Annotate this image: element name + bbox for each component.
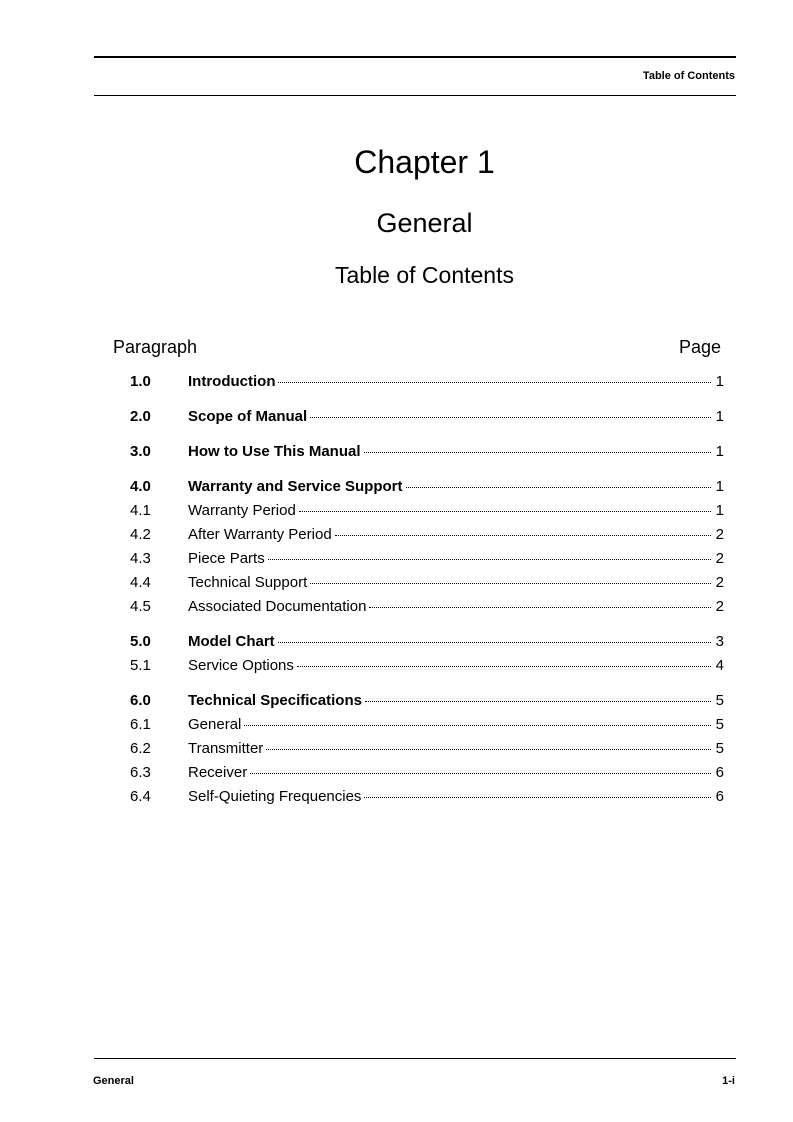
dot-leader xyxy=(266,748,711,750)
toc-entry-page: 6 xyxy=(715,788,724,805)
toc-entry-number: 4.0 xyxy=(130,478,151,495)
toc-entry-page: 2 xyxy=(715,550,724,567)
toc-entry-number: 4.3 xyxy=(130,550,151,567)
toc-entry[interactable] xyxy=(130,630,724,654)
dot-leader xyxy=(335,534,711,536)
toc-entry-title: Scope of Manual xyxy=(188,408,308,425)
toc-entry-number: 5.1 xyxy=(130,657,151,674)
toc-entry-title: After Warranty Period xyxy=(188,526,332,543)
toc-entry-number: 4.5 xyxy=(130,598,151,615)
toc-entry-page: 1 xyxy=(715,478,724,495)
toc-entry-page: 2 xyxy=(715,598,724,615)
toc-entry-page: 1 xyxy=(715,408,724,425)
toc-entry-title: Introduction xyxy=(188,373,276,390)
toc-entry-title: Technical Support xyxy=(188,574,308,591)
toc-entry-number: 6.2 xyxy=(130,740,151,757)
page-column-header: Page xyxy=(678,337,721,357)
paragraph-column-header: Paragraph xyxy=(113,337,198,357)
dot-leader xyxy=(250,772,711,774)
toc-entry[interactable] xyxy=(130,785,724,809)
dot-leader xyxy=(364,796,711,798)
toc-entry-number: 5.0 xyxy=(130,633,151,650)
toc-entry-page: 2 xyxy=(715,526,724,543)
toc-entry-title: Service Options xyxy=(188,657,294,674)
footer-rule xyxy=(94,1058,736,1059)
toc-entry[interactable] xyxy=(130,761,724,785)
toc-entry-title: Transmitter xyxy=(188,740,264,757)
dot-leader xyxy=(310,582,711,584)
header-rule-thick xyxy=(94,56,736,58)
toc-entry[interactable] xyxy=(130,689,724,713)
toc-entry-page: 2 xyxy=(715,574,724,591)
page-number: 1-i xyxy=(722,1075,735,1087)
dot-leader xyxy=(310,416,711,418)
running-footer-title: General xyxy=(93,1075,134,1087)
toc-entry-page: 4 xyxy=(715,657,724,674)
toc-entry-number: 4.1 xyxy=(130,502,151,519)
toc-entry[interactable] xyxy=(130,713,724,737)
toc-entry-title: Piece Parts xyxy=(188,550,265,567)
toc-entry[interactable] xyxy=(130,595,724,619)
dot-leader xyxy=(406,486,712,488)
dot-leader xyxy=(268,558,711,560)
toc-entry[interactable] xyxy=(130,547,724,571)
header-rule-thin xyxy=(94,95,736,96)
dot-leader xyxy=(278,641,711,643)
toc-entry-title: Warranty and Service Support xyxy=(188,478,403,495)
toc-entry[interactable] xyxy=(130,523,724,547)
toc-entry-number: 6.0 xyxy=(130,692,151,709)
toc-entry-title: Receiver xyxy=(188,764,248,781)
toc-entry-title: Warranty Period xyxy=(188,502,296,519)
chapter-subtitle: General xyxy=(376,208,473,238)
dot-leader xyxy=(297,665,711,667)
dot-leader xyxy=(278,381,711,383)
toc-entry[interactable] xyxy=(130,440,724,464)
toc-entry[interactable] xyxy=(130,475,724,499)
toc-entry-page: 1 xyxy=(715,443,724,460)
toc-entry-title: General xyxy=(188,716,242,733)
toc-entry-page: 3 xyxy=(715,633,724,650)
dot-leader xyxy=(299,510,711,512)
toc-entry-page: 5 xyxy=(715,692,724,709)
toc-entry-title: Model Chart xyxy=(188,633,275,650)
toc-entry-number: 6.1 xyxy=(130,716,151,733)
toc-entry-number: 4.4 xyxy=(130,574,151,591)
dot-leader xyxy=(364,451,711,453)
toc-entry[interactable] xyxy=(130,571,724,595)
toc-entry[interactable] xyxy=(130,405,724,429)
toc-entry-number: 4.2 xyxy=(130,526,151,543)
toc-entry-page: 1 xyxy=(715,502,724,519)
running-header: Table of Contents xyxy=(642,70,735,82)
toc-entry[interactable] xyxy=(130,737,724,761)
toc-entry-title: Associated Documentation xyxy=(188,598,367,615)
toc-entry-number: 6.4 xyxy=(130,788,151,805)
toc-entry-page: 6 xyxy=(715,764,724,781)
toc-entry-title: Self-Quieting Frequencies xyxy=(188,788,362,805)
toc-entry[interactable] xyxy=(130,370,724,394)
toc-entry-page: 5 xyxy=(715,716,724,733)
chapter-title: Chapter 1 xyxy=(354,144,495,180)
toc-entry-number: 2.0 xyxy=(130,408,151,425)
toc-entry-title: How to Use This Manual xyxy=(188,443,361,460)
toc-entry-page: 1 xyxy=(715,373,724,390)
toc-heading: Table of Contents xyxy=(334,262,514,288)
toc-entry[interactable] xyxy=(130,499,724,523)
toc-entry-title: Technical Specifications xyxy=(188,692,362,709)
toc-list xyxy=(130,370,724,809)
dot-leader xyxy=(365,700,711,702)
toc-entry[interactable] xyxy=(130,654,724,678)
toc-entry-number: 3.0 xyxy=(130,443,151,460)
toc-entry-page: 5 xyxy=(715,740,724,757)
dot-leader xyxy=(369,606,711,608)
dot-leader xyxy=(244,724,711,726)
toc-entry-number: 6.3 xyxy=(130,764,151,781)
toc-entry-number: 1.0 xyxy=(130,373,151,390)
